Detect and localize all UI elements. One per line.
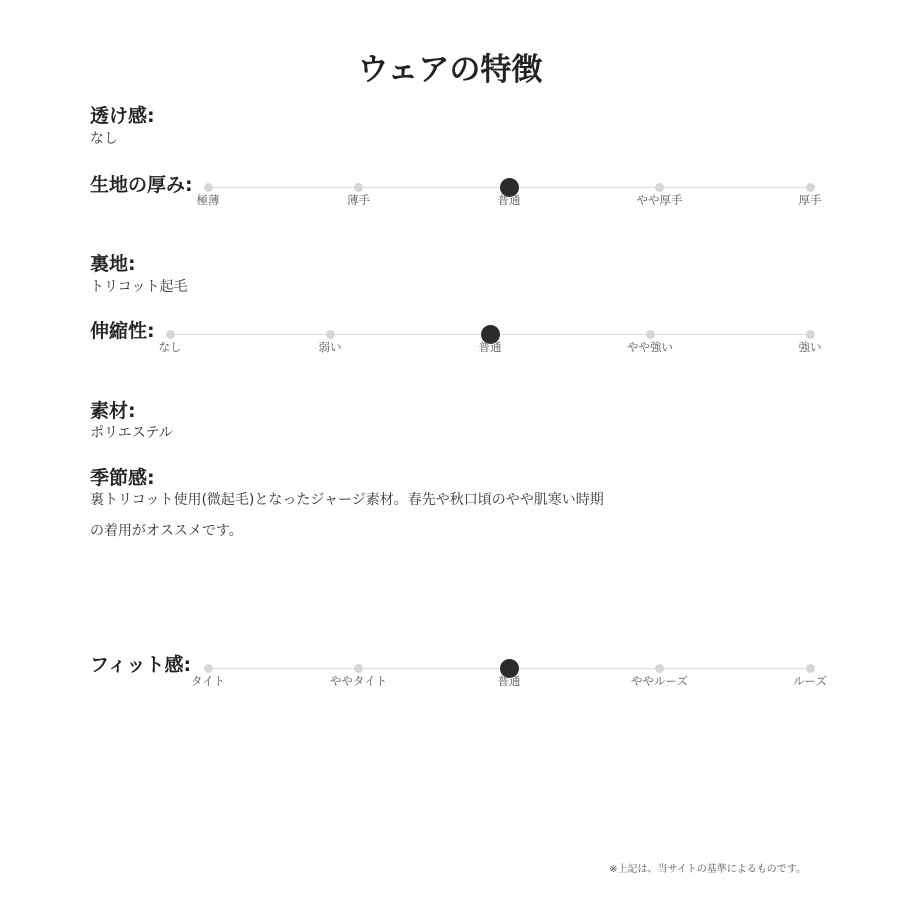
fit-scale-label: タイト bbox=[190, 674, 226, 688]
fit-scale-label: 普通 bbox=[497, 674, 521, 688]
stretch-scale bbox=[158, 328, 822, 358]
fit-scale-point bbox=[806, 664, 815, 673]
stretch-scale-label: 普通 bbox=[478, 340, 502, 354]
lining-label: 裏地: bbox=[90, 253, 136, 275]
stretch-scale-point bbox=[806, 330, 815, 339]
fit-scale bbox=[190, 662, 827, 692]
thickness-scale-point bbox=[655, 183, 664, 192]
fit-scale-point bbox=[655, 664, 664, 673]
thickness-scale-point bbox=[354, 183, 363, 192]
fit-scale-point bbox=[204, 664, 213, 673]
thickness-scale-label: やや厚手 bbox=[636, 193, 683, 207]
thickness-label: 生地の厚み: bbox=[90, 174, 193, 196]
season-description-line-1: 裏トリコット使用(微起毛)となったジャージ素材。春先や秋口頃のやや肌寒い時期 bbox=[90, 492, 604, 508]
season-description-line-2: の着用がオススメです。 bbox=[90, 523, 243, 539]
stretch-scale-label: 強い bbox=[798, 340, 822, 354]
transparency-value: なし bbox=[90, 131, 118, 147]
lining-value: トリコット起毛 bbox=[90, 279, 188, 295]
stretch-scale-label: やや強い bbox=[627, 340, 673, 354]
thickness-scale-point bbox=[204, 183, 213, 192]
thickness-scale-label: 厚手 bbox=[798, 193, 822, 207]
page-title: ウェアの特徴 bbox=[357, 52, 543, 88]
material-label: 素材: bbox=[90, 400, 136, 422]
stretch-scale-point bbox=[166, 330, 175, 339]
footnote: ※上記は、当サイトの基準によるものです。 bbox=[609, 864, 806, 875]
thickness-scale-point bbox=[806, 183, 815, 192]
thickness-scale-label: 極薄 bbox=[196, 193, 220, 207]
fit-scale-label: ルーズ bbox=[793, 674, 827, 688]
season-label: 季節感: bbox=[90, 467, 155, 489]
stretch-scale-point bbox=[646, 330, 655, 339]
stretch-scale-point bbox=[326, 330, 335, 339]
transparency-label: 透け感: bbox=[90, 105, 155, 127]
stretch-scale-label: 弱い bbox=[318, 340, 342, 354]
stretch-scale-label: なし bbox=[158, 340, 182, 354]
thickness-scale-label: 薄手 bbox=[347, 193, 370, 207]
thickness-scale-label: 普通 bbox=[497, 193, 521, 207]
fit-scale-label: ややルーズ bbox=[631, 674, 688, 688]
fit-label: フィット感: bbox=[90, 654, 192, 676]
thickness-scale bbox=[196, 181, 822, 211]
material-value: ポリエステル bbox=[90, 425, 173, 441]
stretch-label: 伸縮性: bbox=[90, 320, 155, 342]
fit-scale-point bbox=[354, 664, 363, 673]
fit-scale-label: ややタイト bbox=[329, 674, 388, 688]
